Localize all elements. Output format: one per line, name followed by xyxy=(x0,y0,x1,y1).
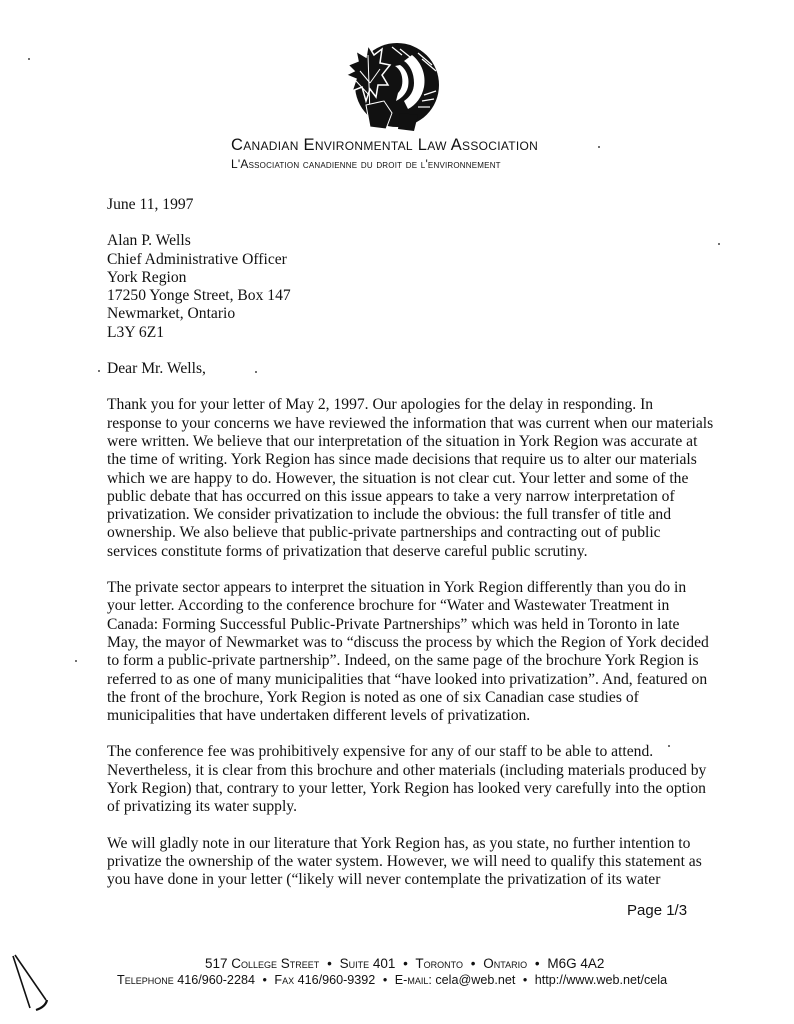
footer-address xyxy=(205,956,604,971)
fax-label: Fax xyxy=(274,973,295,987)
footer-city: Toronto xyxy=(415,956,463,971)
paragraph-line: public debate that has occurred on this issue appears to take a very narrow interpretation of xyxy=(107,487,675,505)
letter-date: June 11, 1997 xyxy=(107,196,194,213)
fax-number: 416/960-9392 xyxy=(297,973,376,987)
paragraph-line: Nevertheless, it is clear from this brochure and other materials (including materials produced by xyxy=(107,761,707,779)
telephone-number: 416/960-2284 xyxy=(177,973,255,987)
footer-contact xyxy=(117,973,667,987)
paragraph-1 xyxy=(107,396,714,561)
paragraph-line: response to your concerns we have reviewed the information that was current when our materials xyxy=(107,414,714,432)
page-number: Page 1/3 xyxy=(627,902,688,919)
paragraph-line: ownership. We also believe that public-private partnerships and contracting out of public xyxy=(107,524,661,542)
paragraph-line: to form a public-private partnership”. Indeed, on the same page of the brochure York Region is xyxy=(107,652,699,670)
paragraph-line: the time of writing. York Region has since made decisions that require us to alter our materials xyxy=(107,451,697,469)
bullet-separator: • xyxy=(382,973,388,987)
scan-speck xyxy=(98,370,100,372)
recipient-organization: York Region xyxy=(107,268,187,286)
telephone-label: Telephone xyxy=(117,973,174,987)
scan-speck xyxy=(28,58,30,60)
paragraph-line: We will gladly note in our literature that York Region has, as you state, no further intention to xyxy=(107,834,691,852)
bullet-separator: • xyxy=(534,956,540,971)
footer-suite: Suite 401 xyxy=(339,956,396,971)
website-url: http://www.web.net/cela xyxy=(534,973,668,987)
paragraph-line: Thank you for your letter of May 2, 1997. Our apologies for the delay in responding. In xyxy=(107,396,654,414)
recipient-city: Newmarket, Ontario xyxy=(107,305,236,323)
paragraph-line: of privatizing its water supply. xyxy=(107,798,297,816)
bullet-separator: • xyxy=(522,973,528,987)
bullet-separator: • xyxy=(470,956,476,971)
paragraph-line: your letter. According to the conference brochure for “Water and Wastewater Treatment in xyxy=(107,597,670,615)
paragraph-3 xyxy=(107,743,707,816)
bullet-separator: • xyxy=(327,956,332,971)
scan-speck xyxy=(668,745,670,747)
paragraph-line: the front of the brochure, York Region is noted as one of six Canadian case studies of xyxy=(107,688,639,706)
paragraph-line: May, the mayor of Newmarket was to “discuss the process by which the Region of York decided xyxy=(107,633,709,651)
paragraph-line: The conference fee was prohibitively expensive for any of our staff to be able to attend. xyxy=(107,743,654,761)
scan-speck xyxy=(255,371,257,373)
email-label: E-mail: xyxy=(394,973,432,987)
bullet-separator: • xyxy=(403,956,408,971)
scan-speck xyxy=(718,243,720,245)
scan-artifact-mark-icon xyxy=(8,950,58,1020)
footer-postal-code: M6G 4A2 xyxy=(547,956,605,971)
letter-body xyxy=(107,196,714,908)
paragraph-line: services constitute forms of privatization that deserve careful public scrutiny. xyxy=(107,542,588,560)
paragraph-line: were written. We believe that our interpretation of the situation in York Region was accurate at xyxy=(107,432,698,450)
paragraph-4 xyxy=(107,835,707,890)
paragraph-line: The private sector appears to interpret the situation in York Region differently than you do in xyxy=(107,579,687,597)
recipient-name: Alan P. Wells xyxy=(107,232,191,250)
footer-province: Ontario xyxy=(483,956,528,971)
recipient-street: 17250 Yonge Street, Box 147 xyxy=(107,287,291,305)
paragraph-line: privatize the ownership of the water system. However, we will need to qualify this statement as xyxy=(107,852,702,870)
salutation: Dear Mr. Wells, xyxy=(107,360,206,378)
organization-name-english: Canadian Environmental Law Association xyxy=(231,136,539,154)
paragraph-line: municipalities that have undertaken different levels of privatization. xyxy=(107,707,531,725)
bullet-separator: • xyxy=(262,973,267,987)
paragraph-2 xyxy=(107,579,707,725)
paragraph-line: York Region) that, contrary to your letter, York Region has looked very carefully into the option xyxy=(107,780,706,798)
email-address: cela@web.net xyxy=(435,973,516,987)
recipient-address xyxy=(107,232,707,342)
paragraph-line: referred to as one of many municipalities that “have looked into privatization”. And, featured on xyxy=(107,670,708,688)
paragraph-line: privatization. We consider privatization to include the obvious: the full transfer of title and xyxy=(107,506,672,524)
recipient-title: Chief Administrative Officer xyxy=(107,250,287,268)
recipient-postal-code: L3Y 6Z1 xyxy=(107,323,165,341)
paragraph-line: which we are happy to do. However, the situation is not clear cut. Your letter and some of the xyxy=(107,469,689,487)
paragraph-line: Canada: Forming Successful Public-Private Partnerships” which was held in Toronto in late xyxy=(107,615,680,633)
scan-speck xyxy=(75,660,77,662)
footer-street: 517 College Street xyxy=(205,956,320,971)
maple-leaf-face-emblem-icon xyxy=(340,35,448,135)
paragraph-line: you have done in your letter (“likely will never contemplate the privatization of its water xyxy=(107,871,661,889)
scan-speck xyxy=(598,146,600,148)
organization-name-french: L'Association canadienne du droit de l'environnement xyxy=(231,157,501,171)
